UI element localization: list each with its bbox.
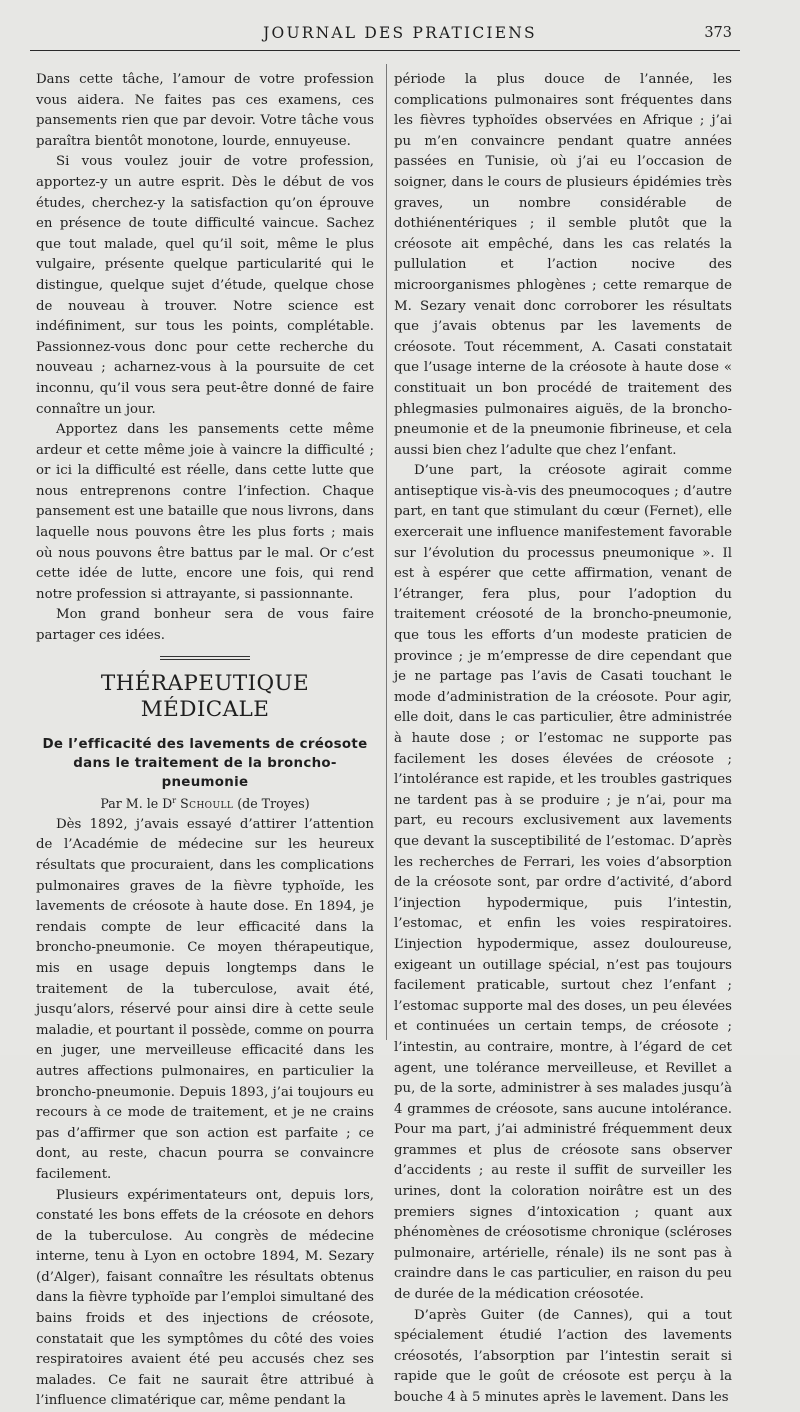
byline-sup: r bbox=[172, 796, 176, 805]
paragraph: période la plus douce de l’année, les complications pulmonaires sont fréquentes dans les fièvres typhoïdes observées en Afrique ; j’ai pu m’en convaincre pendant quatre années passées en Tunisie, où j’ai eu l’occasion de soigner, dans le cours de plusieurs épidémies très graves, un nombre considérable de dothiénentériques ; il semble plutôt que la créosote ait empêché, dans les cas relatés la pullulation et l’action nocive des microorganismes phlogènes ; cette remarque de M. Sezary venait donc corroborer les résultats que j’avais obtenus par les lavements de créosote. Tout récemment, A. Casati constatait que l’usage interne de la créosote à haute dose « constituait un bon procédé de traitement des phlegmasies pulmonaires aiguës, de la broncho-pneumonie et de la pneumonie fibrineuse, et cela aussi bien chez l’adulte que chez l’enfant. bbox=[394, 70, 732, 461]
byline-prefix: Par M. le D bbox=[100, 796, 172, 811]
article-byline bbox=[36, 792, 374, 813]
paragraph: Si vous voulez jouir de votre profession, apportez-y un autre esprit. Dès le début de vos études, cherchez-y la satisfaction qu’on éprouve en présence de toute difficulté vaincue. Sachez que tout malade, quel qu’il soit, même le plus vulgaire, présente quelque particularité qui le distingue, quelque sujet d’étude, quelque chose de nouveau à trouver. Notre science est indéfiniment, sur tous les points, complétable. Passionnez-vous donc pour cette recherche du nouveau ; acharnez-vous à la poursuite de cet inconnu, qu’il vous sera peut-être donné de faire connaître un jour. bbox=[36, 152, 374, 420]
paragraph: Apportez dans les pansements cette même ardeur et cette même joie à vaincre la difficulté ; or ici la difficulté est réelle, dans cette lutte que nous entreprenons contre l’infection. Chaque pansement est une bataille que nous livrons, dans laquelle nous pouvons être les plus forts ; mais où nous pouvons être battus par le mal. Or c’est cette idée de lutte, encore une fois, qui rend notre profession si attrayante, si passionnante. bbox=[36, 420, 374, 605]
byline-suffix: (de Troyes) bbox=[237, 796, 309, 811]
paragraph: Dans cette tâche, l’amour de votre profession vous aidera. Ne faites pas ces examens, ces pansements rien que par devoir. Votre tâche vous paraîtra bientôt monotone, lourde, ennuyeuse. bbox=[36, 70, 374, 152]
left-column bbox=[36, 70, 374, 1412]
right-column bbox=[394, 70, 732, 1409]
paragraph: Mon grand bonheur sera de vous faire partager ces idées. bbox=[36, 605, 374, 646]
paragraph: D’après Guiter (de Cannes), qui a tout spécialement étudié l’action des lavements créosotés, l’absorption par l’intestin serait si rapide que le goût de créosote est perçu à la bouche 4 à 5 minutes après le lavement. Dans les bbox=[394, 1306, 732, 1409]
header-rule bbox=[30, 50, 740, 51]
byline-author: Schoull bbox=[180, 796, 233, 811]
running-title: JOURNAL DES PRATICIENS bbox=[24, 24, 776, 42]
column-divider bbox=[386, 64, 387, 1040]
paragraph: Plusieurs expérimentateurs ont, depuis lors, constaté les bons effets de la créosote en dehors de la tuberculose. Au congrès de médecine interne, tenu à Lyon en octobre 1894, M. Sezary (d’Alger), faisant connaître les résultats obtenus dans la fièvre typhoïde par l’emploi simultané des bains froids et des injections de créosote, constatait que les symptômes du côté des voies respiratoires avaient été peu accusés chez ses malades. Ce fait ne saurait être attribué à l’influence climatérique car, même pendant la bbox=[36, 1186, 374, 1412]
page-number: 373 bbox=[704, 25, 732, 41]
section-title: THÉRAPEUTIQUE MÉDICALE bbox=[36, 671, 374, 723]
page-header bbox=[24, 22, 776, 48]
section-separator bbox=[160, 656, 250, 660]
paragraph: Dès 1892, j’avais essayé d’attirer l’attention de l’Académie de médecine sur les heureux résultats que procuraient, dans les complications pulmonaires graves de la fièvre typhoïde, les lavements de créosote à haute dose. En 1894, je rendais compte de leur efficacité dans la broncho-pneumonie. Ce moyen thérapeutique, mis en usage depuis longtemps dans le traitement de la tuberculose, avait été, jusqu’alors, réservé pour ainsi dire à cette seule maladie, et pourtant il possède, comme on pourra en juger, une merveilleuse efficacité dans les autres affections pulmonaires, en particulier la broncho-pneumonie. Depuis 1893, j’ai toujours eu recours à ce mode de traitement, et je ne crains pas d’affirmer que son action est parfaite ; ce dont, au reste, chacun pourra se convaincre facilement. bbox=[36, 815, 374, 1186]
article-title: De l’efficacité des lavements de créosote dans le traitement de la broncho-pneumonie bbox=[36, 735, 374, 792]
paragraph: D’une part, la créosote agirait comme antiseptique vis-à-vis des pneumocoques ; d’autre part, en tant que stimulant du cœur (Fernet), elle exercerait une influence manifestement favorable sur l’évolution du processus pneumonique ». Il est à espérer que cette affirmation, venant de l’étranger, fera plus, pour l’adoption du traitement créosoté de la broncho-pneumonie, que tous les efforts d’un modeste praticien de province ; je m’empresse de dire cependant que je ne partage pas l’avis de Casati touchant le mode d’administration de la créosote. Pour agir, elle doit, dans le cas particulier, être administrée à haute dose ; or l’estomac ne supporte pas facilement les doses élevées de créosote ; l’intolérance est rapide, et les troubles gastriques ne tardent pas à se produire ; je n’ai, pour ma part, eu recours exclusivement aux lavements que devant la susceptibilité de l’estomac. D’après les recherches de Ferrari, les voies d’absorption de la créosote sont, par ordre d’activité, d’abord l’injection hypodermique, puis l’intestin, l’estomac, et enfin les voies respiratoires. L’injection hypodermique, assez douloureuse, exigeant un outillage spécial, n’est pas toujours facilement praticable, surtout chez l’enfant ; l’estomac supporte mal des doses, un peu élevées et continuées un certain temps, de créosote ; l’intestin, au contraire, montre, à l’égard de cet agent, une tolérance merveilleuse, et Revillet a pu, de la sorte, administrer à ses malades jusqu’à 4 grammes de créosote, sans aucune intolérance. Pour ma part, j’ai administré fréquemment deux grammes et plus de créosote sans observer d’accidents ; au reste il suffit de surveiller les urines, dont la coloration noirâtre est un des premiers signes d’intoxication ; quant aux phénomènes de créosotisme chronique (scléroses pulmonaire, artérielle, rénale) ils ne sont pas à craindre dans le cas particulier, en raison du peu de durée de la médication créosotée. bbox=[394, 461, 732, 1305]
